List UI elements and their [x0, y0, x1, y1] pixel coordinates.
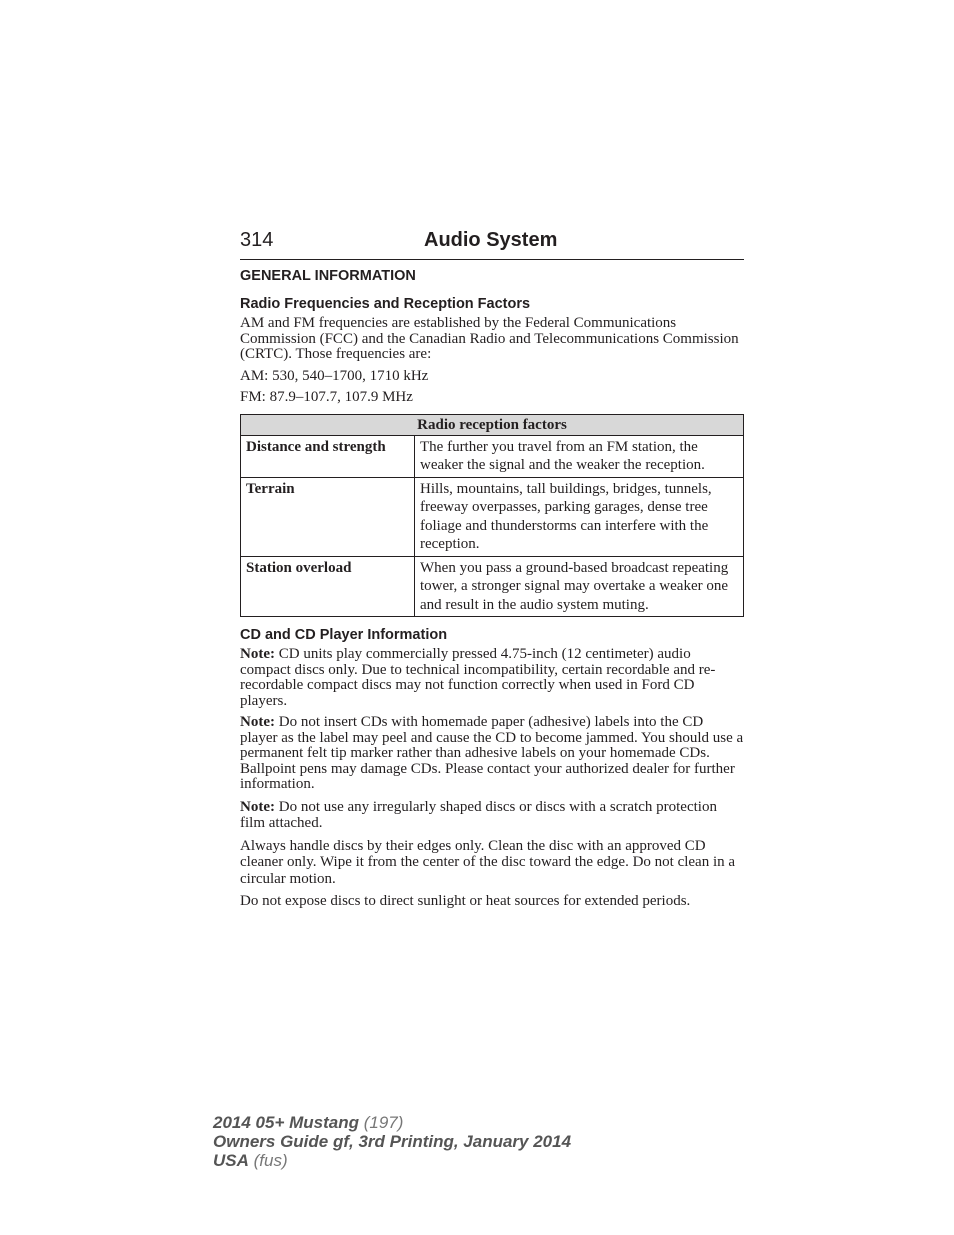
- cd-note-1: [240, 647, 744, 709]
- cd-sunlight-paragraph: Do not expose discs to direct sunlight or heat sources for extended periods.: [240, 893, 691, 909]
- cd-heading: CD and CD Player Information: [240, 627, 448, 643]
- note-label: Note:: [240, 646, 275, 662]
- cd-note-3: [240, 799, 744, 832]
- fm-frequencies: FM: 87.9–107.7, 107.9 MHz: [240, 389, 413, 405]
- cd-handling-paragraph: Always handle discs by their edges only. Clean the disc with an approved CD cleaner only. Wipe it from the center of the disc toward the edge. Do not clean in a circular motion.: [240, 837, 736, 887]
- footer-region: USA: [213, 1151, 249, 1170]
- footer-line-3: [213, 1151, 571, 1170]
- table-row: [241, 435, 744, 477]
- am-frequencies: AM: 530, 540–1700, 1710 kHz: [240, 367, 429, 384]
- factor-label: Terrain: [241, 477, 415, 556]
- table-caption: Radio reception factors: [241, 414, 744, 435]
- reception-factors-table: [240, 414, 744, 618]
- page-content: [240, 268, 744, 916]
- factor-label: Distance and strength: [241, 435, 415, 477]
- factor-label: Station overload: [241, 556, 415, 617]
- footer-line-2: [213, 1132, 571, 1151]
- page-title: Audio System: [424, 229, 558, 251]
- factor-description: The further you travel from an FM station, the weaker the signal and the weaker the reception.: [415, 435, 744, 477]
- note-label: Note:: [240, 714, 275, 730]
- factor-description: Hills, mountains, tall buildings, bridges, tunnels, freeway overpasses, parking garages, dense tree foliage and thunderstorms can interfere with the reception.: [415, 477, 744, 556]
- radio-heading: Radio Frequencies and Reception Factors: [240, 296, 531, 312]
- footer-guide: Owners Guide gf, 3rd Printing, January 2014: [213, 1132, 572, 1151]
- page-footer: [213, 1113, 571, 1170]
- table-row: [241, 556, 744, 617]
- table-row: [241, 477, 744, 556]
- section-title: GENERAL INFORMATION: [240, 268, 416, 284]
- footer-line-1: [213, 1113, 571, 1132]
- page-number: 314: [240, 229, 274, 251]
- page-header: [240, 229, 744, 260]
- footer-region-code: (fus): [253, 1151, 288, 1170]
- note-text: CD units play commercially pressed 4.75-inch (12 centimeter) audio compact discs only. Due to technical incompatibility, certain recordable and re-recordable compact discs may not function correctly when used in Ford CD players.: [240, 646, 716, 709]
- footer-page-code: (197): [363, 1113, 404, 1132]
- radio-intro: AM and FM frequencies are established by the Federal Communications Commission (FCC) and the Canadian Radio and Telecommunications Commission (CRTC). Those frequencies are:: [240, 315, 739, 362]
- note-text: Do not insert CDs with homemade paper (adhesive) labels into the CD player as the label may peel and cause the CD to become jammed. You should use a permanent felt tip marker rather than adhesive labels on your homemade CDs. Ballpoint pens may damage CDs. Please contact your authorized dealer for further information.: [240, 714, 744, 792]
- footer-model: 2014 05+ Mustang: [213, 1113, 359, 1132]
- note-label: Note:: [240, 798, 275, 815]
- cd-note-2: [240, 715, 744, 793]
- note-text: Do not use any irregularly shaped discs or discs with a scratch protection film attached.: [240, 798, 717, 831]
- factor-description: When you pass a ground-based broadcast repeating tower, a stronger signal may overtake a weaker one and result in the audio system muting.: [415, 556, 744, 617]
